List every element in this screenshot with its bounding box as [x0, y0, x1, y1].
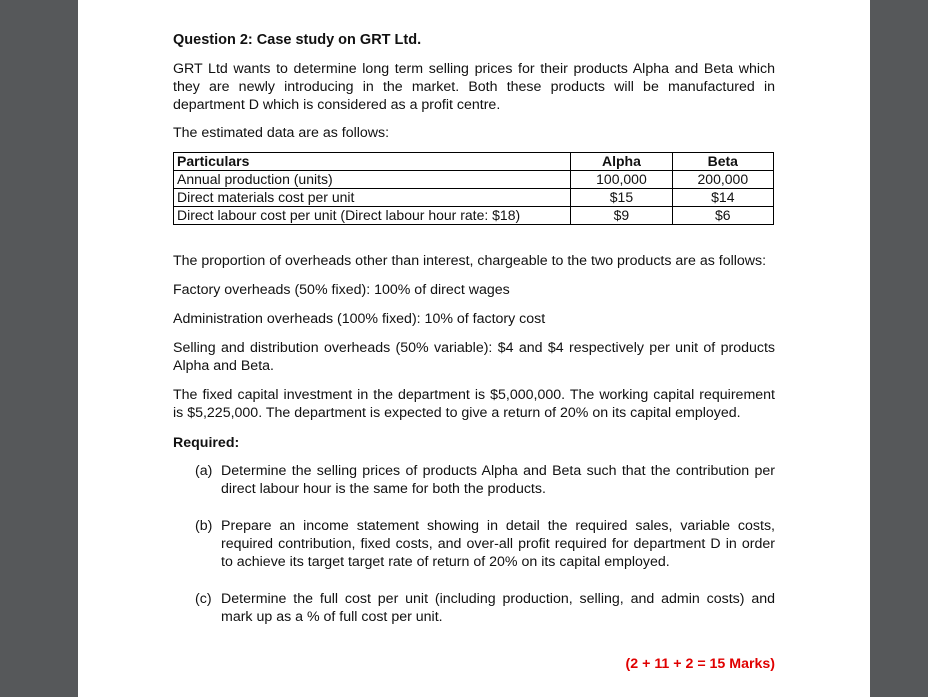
- requirement-c: [195, 590, 775, 626]
- alpha-value: $9: [571, 207, 672, 225]
- header-alpha: Alpha: [571, 153, 672, 171]
- requirement-label: (a): [195, 463, 213, 479]
- requirement-a: [195, 462, 775, 498]
- table-header-row: [174, 153, 774, 171]
- table-row: [174, 189, 774, 207]
- requirement-b: [195, 517, 775, 571]
- beta-value: 200,000: [672, 171, 773, 189]
- requirement-text: Prepare an income statement showing in detail the required sales, variable costs, required contribution, fixed costs, and over-all profit required for department D in order to achieve its target target rate of return of 20% on its capital employed.: [221, 518, 775, 570]
- row-label: Annual production (units): [174, 171, 571, 189]
- requirement-label: (c): [195, 591, 212, 607]
- overheads-intro: The proportion of overheads other than interest, chargeable to the two products are as follows:: [173, 253, 767, 269]
- intro-paragraph: GRT Ltd wants to determine long term selling prices for their products Alpha and Beta which they are newly introducing in the market. Both these products will be manufactured in department D which is considered as a profit centre.: [173, 61, 775, 113]
- selling-overheads: Selling and distribution overheads (50% variable): $4 and $4 respectively per unit of products Alpha and Beta.: [173, 340, 775, 374]
- header-particulars: Particulars: [174, 153, 571, 171]
- table-row: [174, 207, 774, 225]
- row-label: Direct materials cost per unit: [174, 189, 571, 207]
- row-label: Direct labour cost per unit (Direct labour hour rate: $18): [174, 207, 571, 225]
- header-beta: Beta: [672, 153, 773, 171]
- required-label: Required:: [173, 435, 240, 451]
- beta-value: $6: [672, 207, 773, 225]
- estimated-data-label: The estimated data are as follows:: [173, 125, 390, 141]
- admin-overheads: Administration overheads (100% fixed): 10% of factory cost: [173, 311, 546, 327]
- table-row: [174, 171, 774, 189]
- beta-value: $14: [672, 189, 773, 207]
- requirement-text: Determine the full cost per unit (including production, selling, and admin costs) and mark up as a % of full cost per unit.: [221, 591, 775, 625]
- factory-overheads: Factory overheads (50% fixed): 100% of direct wages: [173, 282, 510, 298]
- requirement-label: (b): [195, 518, 213, 534]
- marks-allocation: (2 + 11 + 2 = 15 Marks): [625, 656, 775, 672]
- requirement-text: Determine the selling prices of products Alpha and Beta such that the contribution per direct labour hour is the same for both the products.: [221, 463, 775, 497]
- alpha-value: $15: [571, 189, 672, 207]
- document-page: [78, 0, 870, 697]
- alpha-value: 100,000: [571, 171, 672, 189]
- capital-paragraph: The fixed capital investment in the department is $5,000,000. The working capital requirement is $5,225,000. The department is expected to give a return of 20% on its capital employed.: [173, 387, 775, 421]
- question-title: Question 2: Case study on GRT Ltd.: [173, 32, 422, 48]
- cost-data-table: [173, 152, 774, 225]
